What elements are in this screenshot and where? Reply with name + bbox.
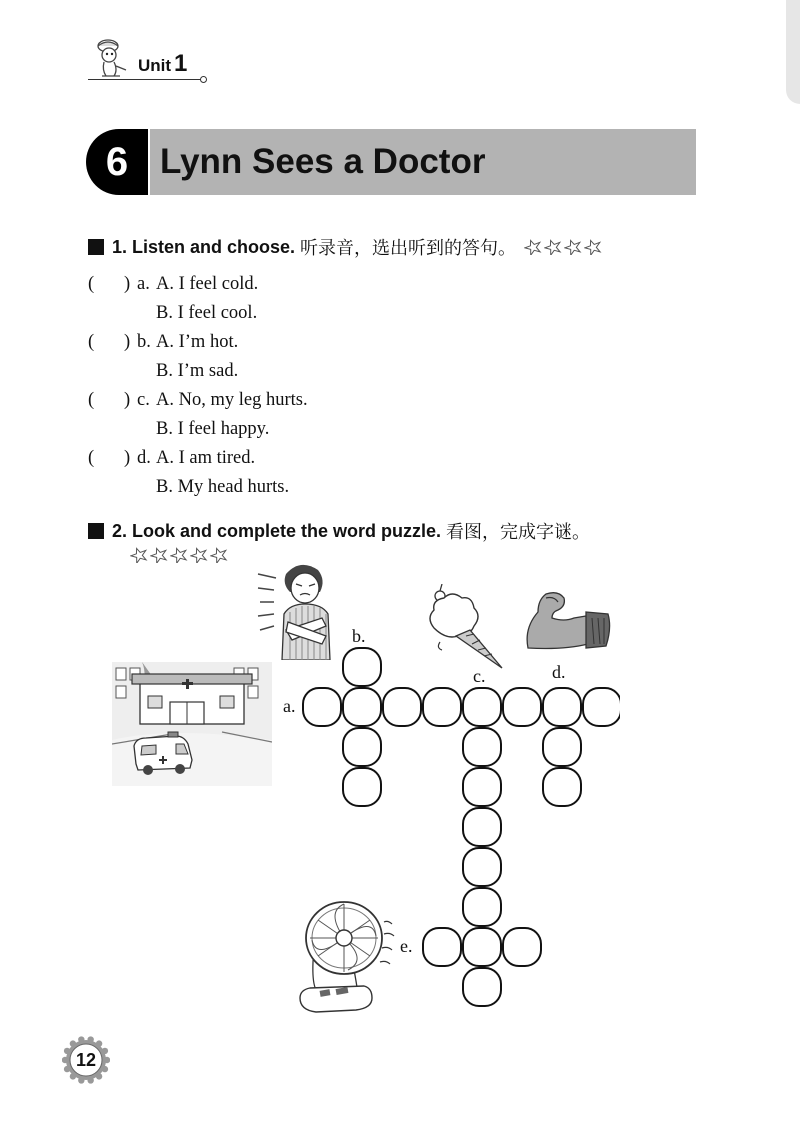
star-icon — [210, 547, 228, 563]
lesson-title: Lynn Sees a Doctor — [160, 142, 486, 181]
puzzle-cell[interactable] — [343, 648, 381, 686]
puzzle-cell[interactable] — [303, 688, 341, 726]
star-icon — [150, 547, 168, 563]
lesson-number: 6 — [105, 140, 129, 184]
puzzle-cell[interactable] — [463, 688, 501, 726]
star-icon — [130, 547, 148, 563]
puzzle-cell[interactable] — [343, 728, 381, 766]
option-a: A. I feel cold. — [156, 274, 259, 294]
option-b: B. My head hurts. — [156, 477, 290, 497]
star-icon — [190, 547, 208, 563]
difficulty-stars — [524, 239, 604, 255]
option-a: A. I am tired. — [156, 448, 256, 468]
star-icon — [544, 239, 562, 255]
puzzle-cell[interactable] — [463, 888, 501, 926]
clue-label-d: d. — [552, 662, 566, 682]
puzzle-cell[interactable] — [543, 688, 581, 726]
section2-heading-cn: 看图，完成字谜。 — [446, 522, 591, 543]
puzzle-cell[interactable] — [463, 768, 501, 806]
puzzle-cell[interactable] — [423, 688, 461, 726]
star-icon — [584, 239, 602, 255]
option-b: B. I feel happy. — [156, 419, 270, 439]
puzzle-cell[interactable] — [463, 728, 501, 766]
puzzle-cell[interactable] — [583, 688, 620, 726]
puzzle-grid — [280, 620, 620, 1010]
puzzle-cell[interactable] — [423, 928, 461, 966]
bullet-square — [88, 239, 104, 255]
answer-blank[interactable] — [98, 274, 122, 296]
hospital-icon — [112, 662, 272, 786]
puzzle-cell[interactable] — [543, 768, 581, 806]
section2-heading — [88, 518, 590, 544]
answer-bracket-open: ( — [88, 390, 95, 410]
puzzle-cell[interactable] — [503, 688, 541, 726]
answer-bracket-close: ) — [124, 390, 131, 410]
question-letter: c. — [137, 390, 150, 410]
unit-header — [88, 36, 203, 81]
answer-bracket-open: ( — [88, 448, 95, 468]
puzzle-cell[interactable] — [343, 768, 381, 806]
puzzle-cell[interactable] — [463, 808, 501, 846]
option-b: B. I’m sad. — [156, 361, 239, 381]
mascot-icon — [88, 36, 136, 80]
answer-bracket-close: ) — [124, 448, 131, 468]
answer-bracket-open: ( — [88, 332, 95, 352]
puzzle-cell[interactable] — [383, 688, 421, 726]
clue-label-c: c. — [473, 666, 486, 686]
word-puzzle — [280, 620, 620, 1010]
bullet-square — [88, 523, 104, 539]
difficulty-stars — [130, 547, 230, 563]
section2-heading-en: 2. Look and complete the word puzzle. — [112, 520, 442, 541]
puzzle-cell[interactable] — [463, 848, 501, 886]
page-number: 12 — [75, 1050, 97, 1070]
page-edge-tab — [786, 0, 800, 104]
question-letter: b. — [137, 332, 151, 352]
answer-bracket-close: ) — [124, 332, 131, 352]
section1-heading — [88, 234, 604, 260]
answer-bracket-close: ) — [124, 274, 131, 294]
star-icon — [170, 547, 188, 563]
puzzle-cell[interactable] — [343, 688, 381, 726]
puzzle-cell[interactable] — [463, 968, 501, 1006]
answer-blank[interactable] — [98, 448, 122, 470]
clue-label-b: b. — [352, 626, 366, 646]
option-a: A. No, my leg hurts. — [156, 390, 308, 410]
puzzle-cell[interactable] — [503, 928, 541, 966]
answer-blank[interactable] — [98, 332, 122, 354]
section1-heading-en: 1. Listen and choose. — [112, 236, 296, 257]
option-a: A. I’m hot. — [156, 332, 239, 352]
puzzle-cell[interactable] — [463, 928, 501, 966]
star-icon — [524, 239, 542, 255]
question-letter: d. — [137, 448, 151, 468]
option-b: B. I feel cool. — [156, 303, 258, 323]
section1-heading-cn: 听录音，选出听到的答句。 — [300, 238, 517, 259]
question-letter: a. — [137, 274, 150, 294]
unit-label: Unit 1 — [138, 50, 188, 77]
puzzle-cell[interactable] — [543, 728, 581, 766]
clue-label-a: a. — [283, 696, 296, 716]
star-icon — [564, 239, 582, 255]
answer-bracket-open: ( — [88, 274, 95, 294]
header-rule — [88, 79, 203, 80]
answer-blank[interactable] — [98, 390, 122, 412]
clue-label-e: e. — [400, 936, 413, 956]
